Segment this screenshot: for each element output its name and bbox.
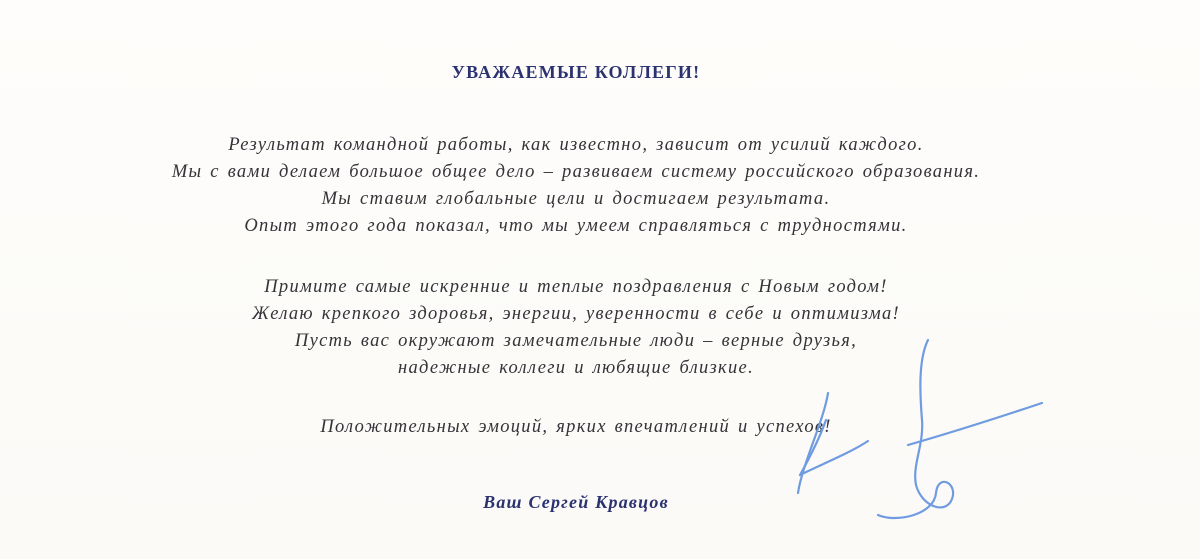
paragraph-line: Результат командной работы, как известно, зависит от усилий каждого.: [228, 135, 924, 155]
paragraph-line: Мы с вами делаем большое общее дело – развиваем систему российского образования.: [171, 162, 981, 182]
signature-stroke: [798, 393, 828, 493]
paragraph-line: Положительных эмоций, ярких впечатлений и успехов!: [320, 417, 832, 437]
paragraph-line: Желаю крепкого здоровья, энергии, уверенности в себе и оптимизма!: [252, 304, 900, 324]
paragraph-line: Мы ставим глобальные цели и достигаем результата.: [321, 189, 831, 209]
paragraph-line: Опыт этого года показал, что мы умеем справляться с трудностями.: [244, 216, 908, 236]
paragraph-line: Примите самые искренние и теплые поздравления с Новым годом!: [264, 277, 888, 297]
paragraph-3: [0, 414, 1152, 441]
paragraph-line: Пусть вас окружают замечательные люди – верные друзья,: [294, 331, 858, 351]
paragraph-1: [0, 132, 1152, 240]
paragraph-line: надежные коллеги и любящие близкие.: [397, 358, 754, 378]
signature-stroke: [800, 441, 868, 475]
closing-signoff: Ваш Сергей Кравцов: [483, 492, 669, 512]
letter-heading: УВАЖАЕМЫЕ КОЛЛЕГИ!: [451, 62, 701, 82]
paragraph-2: [0, 274, 1152, 382]
